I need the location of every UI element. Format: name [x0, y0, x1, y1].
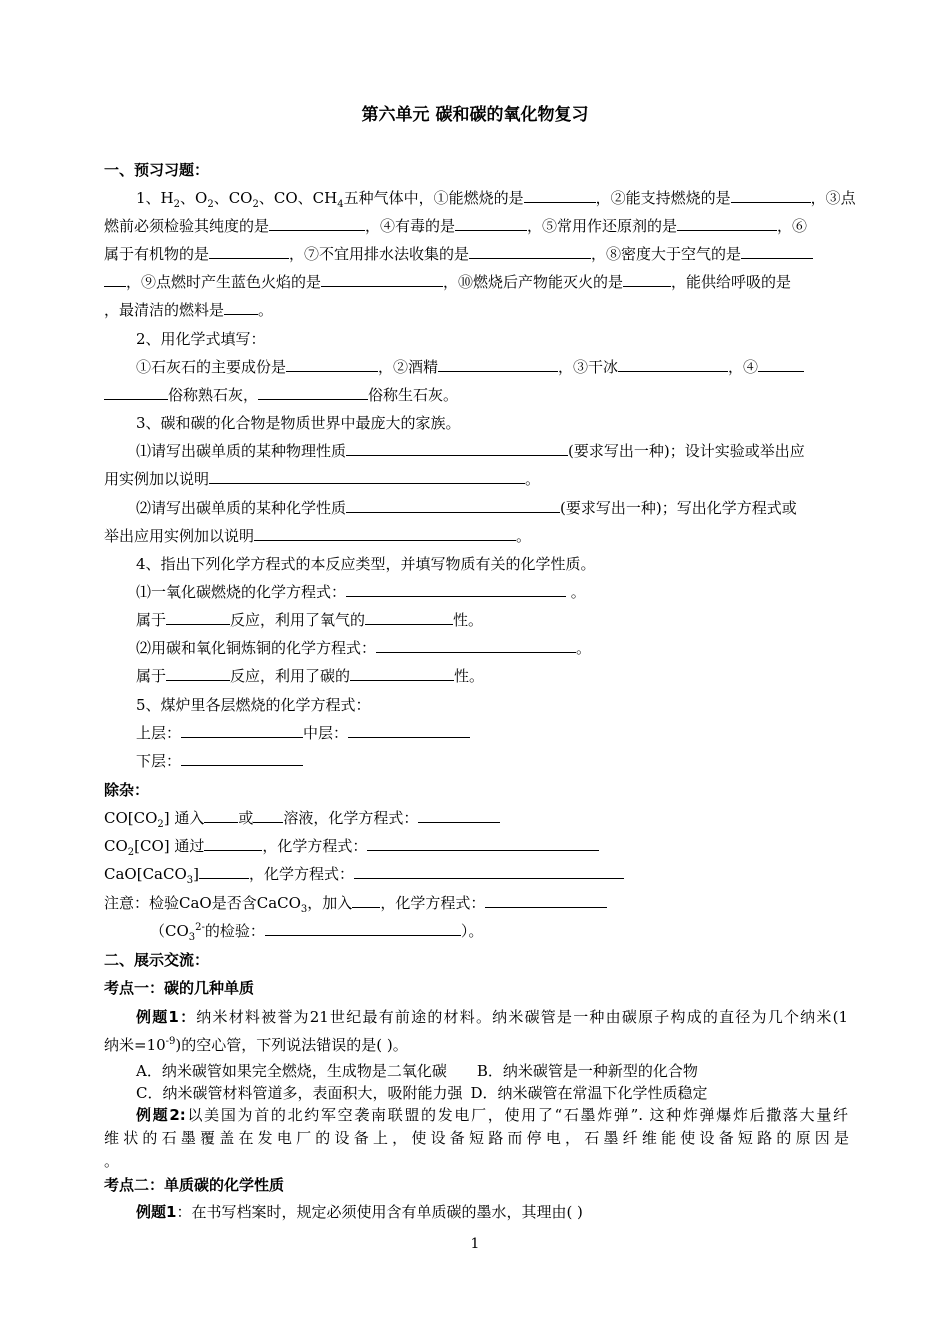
- option-d[interactable]: D．纳米碳管在常温下化学性质稳定: [470, 1084, 708, 1102]
- blank[interactable]: [253, 808, 283, 823]
- section-heading-preview: 一、预习习题：: [104, 161, 210, 179]
- blank[interactable]: [258, 385, 368, 400]
- q5-lower: 下层：: [136, 751, 881, 771]
- blank[interactable]: [485, 893, 607, 908]
- page-title: 第六单元 碳和碳的氧化物复习: [361, 105, 589, 125]
- blank[interactable]: [104, 272, 126, 287]
- q4-p1-line1: ⑴一氧化碳燃烧的化学方程式： 。: [136, 583, 586, 601]
- example-2-line1: 例题2:以美国为首的北约军空袭南联盟的发电厂，使用了“石墨炸弹”. 这种炸弹爆炸后撒落大量纤: [136, 1106, 848, 1124]
- blank[interactable]: [209, 244, 289, 259]
- q5-upper-middle: 上层： 中层：: [136, 723, 881, 743]
- q1-line4: ，⑨点燃时产生蓝色火焰的是 ，⑩燃烧后产物能灭火的是 ，能供给呼吸的是: [104, 272, 849, 292]
- q2-line1: ①石灰石的主要成份是 ，②酒精 ，③干冰 ，④: [136, 357, 848, 377]
- blank[interactable]: [618, 357, 728, 372]
- blank[interactable]: [376, 638, 576, 653]
- q4-heading: 4、指出下列化学方程式的本反应类型，并填写物质有关的化学性质。: [136, 555, 596, 573]
- blank[interactable]: [623, 272, 671, 287]
- chuza-line5: （$CO_3^{2-}$的检验： ）。: [150, 922, 484, 943]
- blank[interactable]: [265, 921, 461, 936]
- q1-line5: ，最清洁的燃料是 。: [104, 301, 274, 319]
- blank[interactable]: [204, 808, 238, 823]
- q3-p1-line2: 用实例加以说明 。: [104, 470, 541, 488]
- blank[interactable]: [104, 385, 168, 400]
- options-ab: [136, 1061, 881, 1081]
- chuza-line1: $CO[CO_2]$ 通入 或 溶液，化学方程式：: [104, 808, 849, 828]
- blank[interactable]: [269, 216, 365, 231]
- example-1-line2: 纳米$=10^{-9}$)的空心管，下列说法错误的是( )。: [104, 1036, 408, 1054]
- blank[interactable]: [166, 610, 230, 625]
- option-a[interactable]: A．纳米碳管如果完全燃烧，生成物是二氧化碳: [136, 1062, 447, 1080]
- blank[interactable]: [348, 723, 470, 738]
- q1-line1: 1、$H_2$、$O_2$、$CO_2$、CO、$CH_4$五种气体中，①能燃烧的是 ，②能支持燃烧的是 ，③点: [136, 189, 856, 210]
- blank[interactable]: [354, 864, 624, 879]
- blank[interactable]: [166, 666, 230, 681]
- blank[interactable]: [209, 469, 525, 484]
- example-2-line2: 维状的石墨覆盖在发电厂的设备上，使设备短路而停电，石墨纤维能使设备短路的原因是: [104, 1129, 849, 1147]
- blank[interactable]: [418, 808, 500, 823]
- blank[interactable]: [677, 216, 777, 231]
- kaodian-1: 考点一：碳的几种单质: [104, 979, 255, 997]
- blank[interactable]: [741, 244, 813, 259]
- blank[interactable]: [181, 751, 303, 766]
- blank[interactable]: [204, 836, 262, 851]
- q4-p2-line2: 属于 反应，利用了碳的 性。: [136, 667, 485, 685]
- blank[interactable]: [346, 498, 560, 513]
- options-cd: [136, 1083, 881, 1103]
- q4-p1-line2: 属于 反应，利用了氧气的 性。: [136, 611, 484, 629]
- option-b[interactable]: B．纳米碳管是一种新型的化合物: [476, 1062, 698, 1080]
- blank[interactable]: [254, 526, 516, 541]
- chuza-heading: 除杂：: [104, 781, 150, 799]
- q3-heading: 3、碳和碳的化合物是物质世界中最庞大的家族。: [136, 414, 461, 432]
- blank[interactable]: [524, 188, 596, 203]
- blank[interactable]: [321, 272, 443, 287]
- q3-p2-line1: ⑵请写出碳单质的某种化学性质 (要求写出一种)；写出化学方程式或: [136, 499, 797, 517]
- q2-line2: 俗称熟石灰， 俗称生石灰。: [104, 385, 849, 405]
- section-heading-exchange: 二、展示交流：: [104, 951, 210, 969]
- q2-heading: 2、用化学式填写：: [136, 330, 266, 348]
- example-1-line1: 例题1：纳米材料被誉为21世纪最有前途的材料。纳米碳管是一种由碳原子构成的直径为几个纳米(1: [136, 1008, 848, 1026]
- kaodian-2: 考点二：单质碳的化学性质: [104, 1176, 285, 1194]
- q1-line2: 燃前必须检验其纯度的是 ，④有毒的是 ，⑤常用作还原剂的是 ，⑥: [104, 217, 808, 235]
- blank[interactable]: [286, 357, 378, 372]
- blank[interactable]: [758, 357, 804, 372]
- chuza-line3: CaO[CaCO$_3$] ，化学方程式：: [104, 864, 849, 884]
- blank[interactable]: [224, 300, 258, 315]
- example-3: 例题1：在书写档案时，规定必须使用含有单质碳的墨水，其理由( ): [136, 1203, 583, 1221]
- blank[interactable]: [365, 610, 453, 625]
- option-c[interactable]: C．纳米碳管材料管道多，表面积大，吸附能力强: [136, 1084, 463, 1102]
- blank[interactable]: [352, 893, 380, 908]
- blank[interactable]: [350, 666, 454, 681]
- blank[interactable]: [367, 836, 599, 851]
- blank[interactable]: [438, 357, 558, 372]
- q1-line3: 属于有机物的是 ，⑦不宜用排水法收集的是 ，⑧密度大于空气的是: [104, 244, 849, 264]
- page-number: 1: [470, 1236, 480, 1252]
- q4-p2-line1: ⑵用碳和氧化铜炼铜的化学方程式： 。: [136, 639, 592, 657]
- q5-heading: 5、煤炉里各层燃烧的化学方程式：: [136, 696, 371, 714]
- q3-p1-line1: ⑴请写出碳单质的某种物理性质 (要求写出一种)；设计实验或举出应: [136, 442, 805, 460]
- blank[interactable]: [469, 244, 591, 259]
- chuza-line4: 注意：检验CaO是否含CaCO$_3$，加入 ，化学方程式：: [104, 893, 849, 913]
- blank[interactable]: [455, 216, 527, 231]
- blank[interactable]: [181, 723, 303, 738]
- chuza-line2: $CO_2[CO]$ 通过 ，化学方程式：: [104, 836, 849, 856]
- blank[interactable]: [346, 441, 568, 456]
- blank[interactable]: [731, 188, 811, 203]
- blank[interactable]: [346, 582, 566, 597]
- q3-p2-line2: 举出应用实例加以说明 。: [104, 527, 532, 545]
- example-2-line3: 。: [104, 1152, 120, 1170]
- blank[interactable]: [199, 864, 249, 879]
